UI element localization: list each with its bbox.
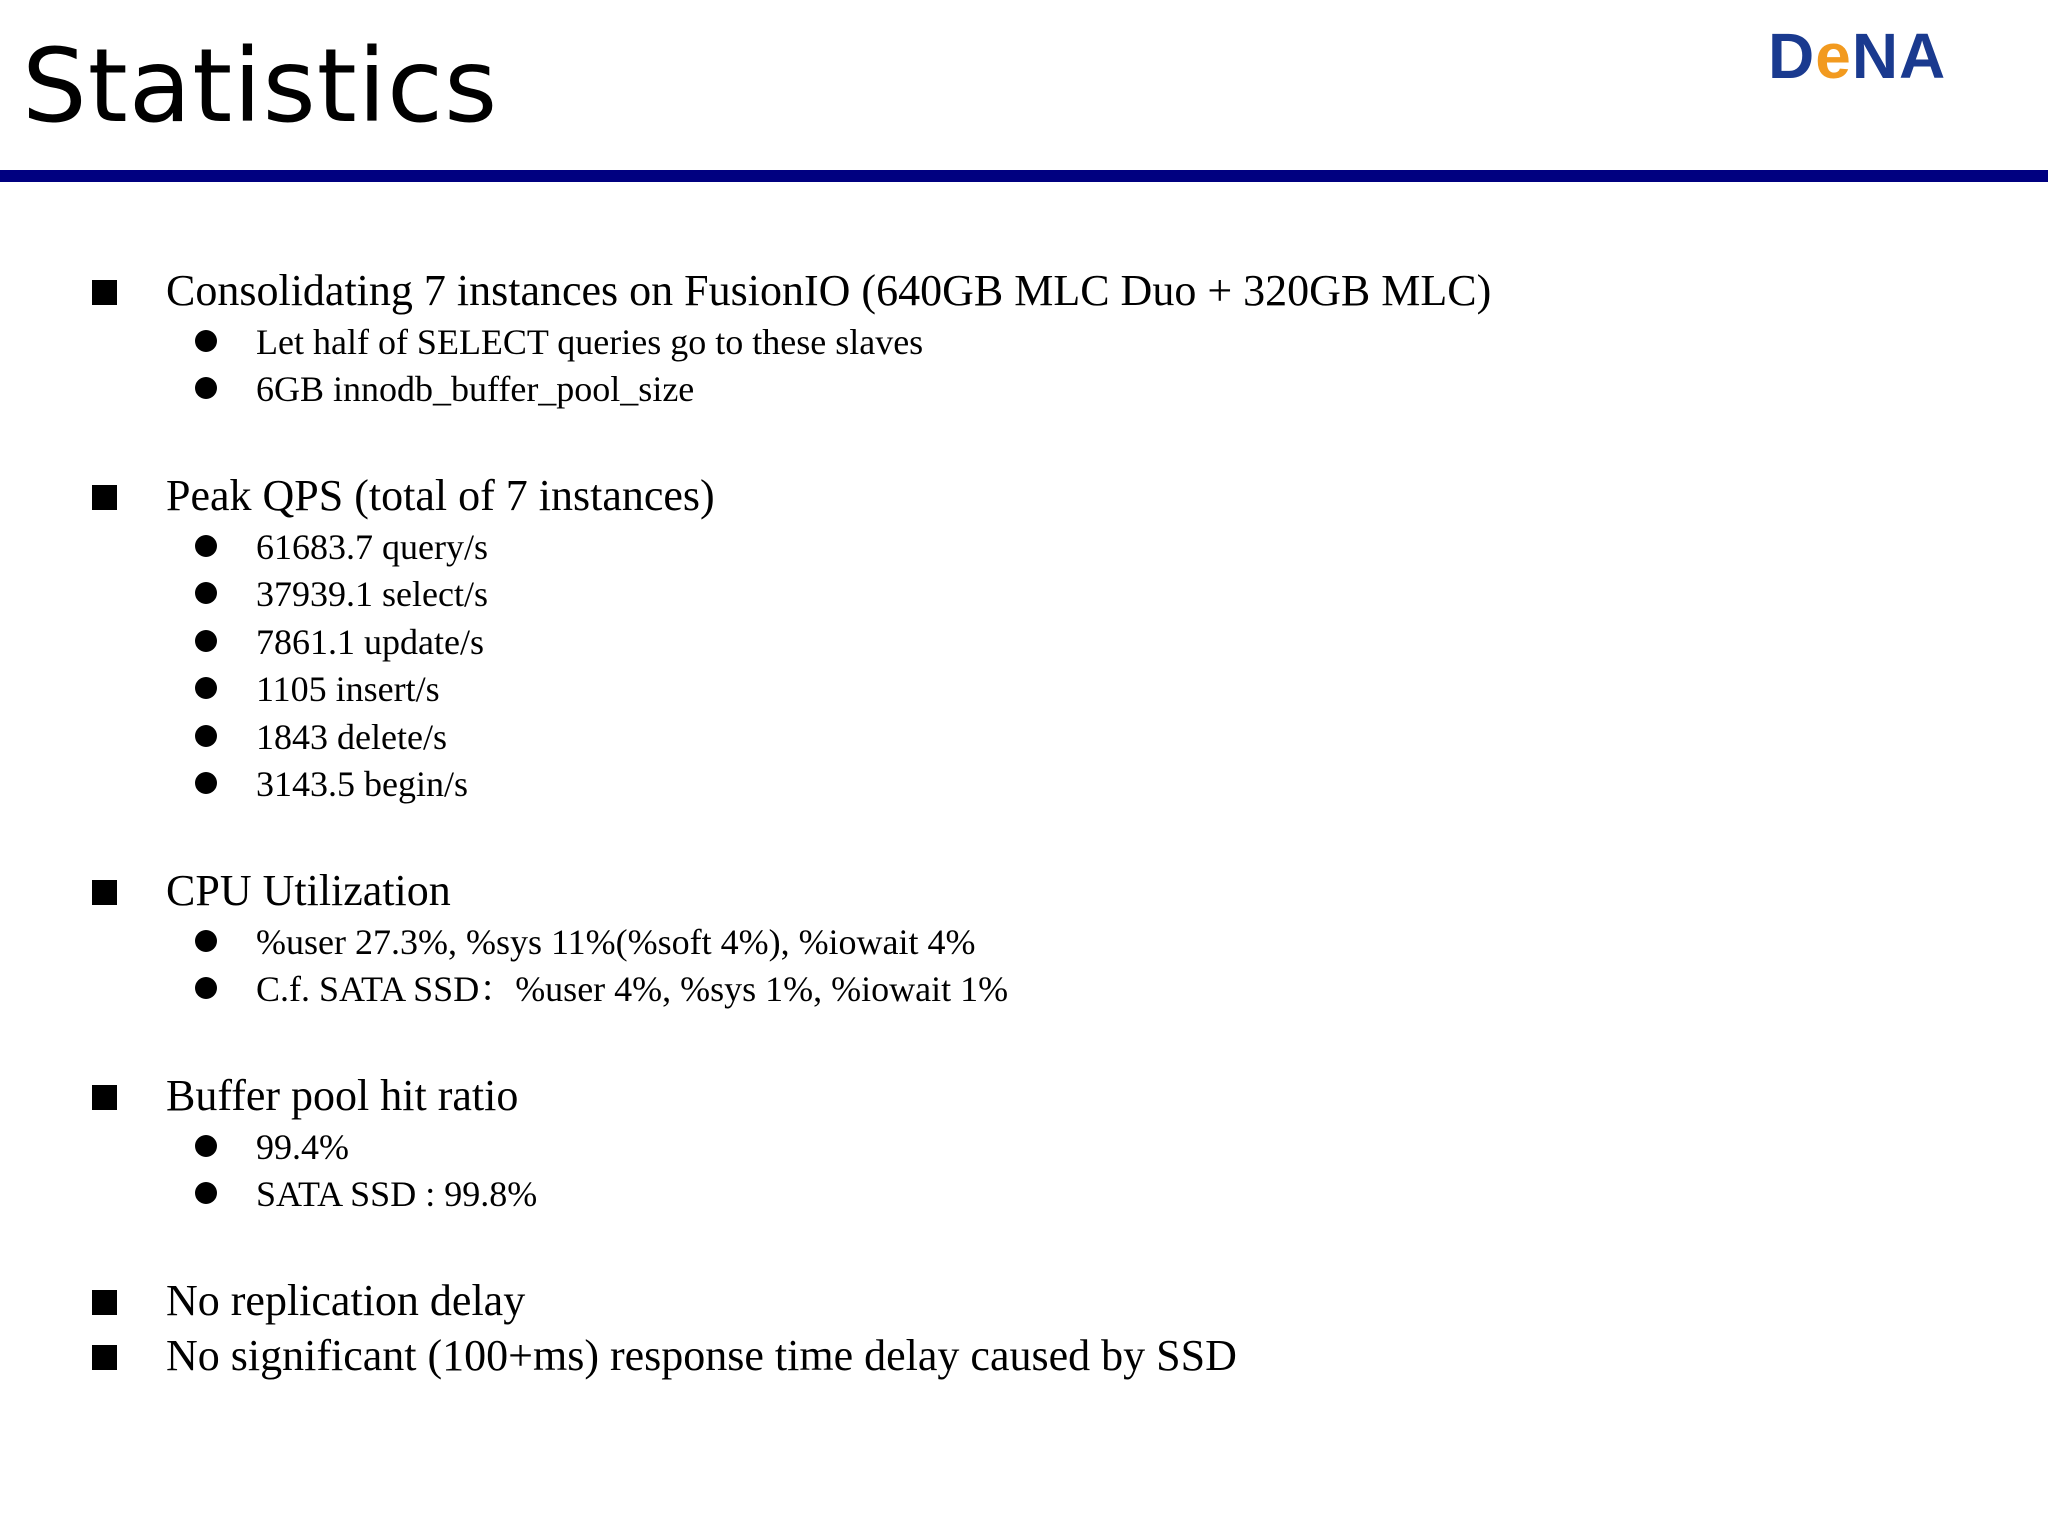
round-bullet-icon <box>195 330 217 352</box>
logo-letters-na: NA <box>1851 20 1947 92</box>
list-item-text: %user 27.3%, %sys 11%(%soft 4%), %iowait 4% <box>256 922 976 962</box>
logo-letter-e: e <box>1815 20 1852 92</box>
square-bullet-icon <box>92 880 117 905</box>
square-bullet-icon <box>92 485 117 510</box>
list-item-text: 1843 delete/s <box>256 717 447 757</box>
section-heading-text: Peak QPS (total of 7 instances) <box>166 471 715 520</box>
slide-title: Statistics <box>22 27 499 146</box>
list-item-text: 37939.1 select/s <box>256 574 488 614</box>
section-heading-text: No significant (100+ms) response time delay caused by SSD <box>166 1331 1237 1380</box>
list-item-text: SATA SSD : 99.8% <box>256 1174 538 1214</box>
square-bullet-icon <box>92 1085 117 1110</box>
round-bullet-icon <box>195 630 217 652</box>
round-bullet-icon <box>195 772 217 794</box>
round-bullet-icon <box>195 535 217 557</box>
list-item-text: Let half of SELECT queries go to these slaves <box>256 322 924 362</box>
logo-letter-d: D <box>1768 20 1816 92</box>
list-item-text: 7861.1 update/s <box>256 622 484 662</box>
section-heading-text: Consolidating 7 instances on FusionIO (640GB MLC Duo + 320GB MLC) <box>166 266 1492 315</box>
list-item-text: C.f. SATA SSD：%user 4%, %sys 1%, %iowait 1% <box>256 969 1009 1009</box>
round-bullet-icon <box>195 1135 217 1157</box>
section-heading-text: Buffer pool hit ratio <box>166 1071 519 1120</box>
list-item-text: 99.4% <box>256 1127 349 1167</box>
list-item-text: 61683.7 query/s <box>256 527 488 567</box>
square-bullet-icon <box>92 1345 117 1370</box>
round-bullet-icon <box>195 977 217 999</box>
square-bullet-icon <box>92 280 117 305</box>
round-bullet-icon <box>195 582 217 604</box>
round-bullet-icon <box>195 377 217 399</box>
section-heading-text: CPU Utilization <box>166 866 451 915</box>
round-bullet-icon <box>195 1182 217 1204</box>
list-item-text: 6GB innodb_buffer_pool_size <box>256 369 695 409</box>
round-bullet-icon <box>195 930 217 952</box>
section-heading-text: No replication delay <box>166 1276 526 1325</box>
list-item-text: 3143.5 begin/s <box>256 764 468 804</box>
round-bullet-icon <box>195 725 217 747</box>
square-bullet-icon <box>92 1290 117 1315</box>
round-bullet-icon <box>195 677 217 699</box>
list-item-text: 1105 insert/s <box>256 669 440 709</box>
